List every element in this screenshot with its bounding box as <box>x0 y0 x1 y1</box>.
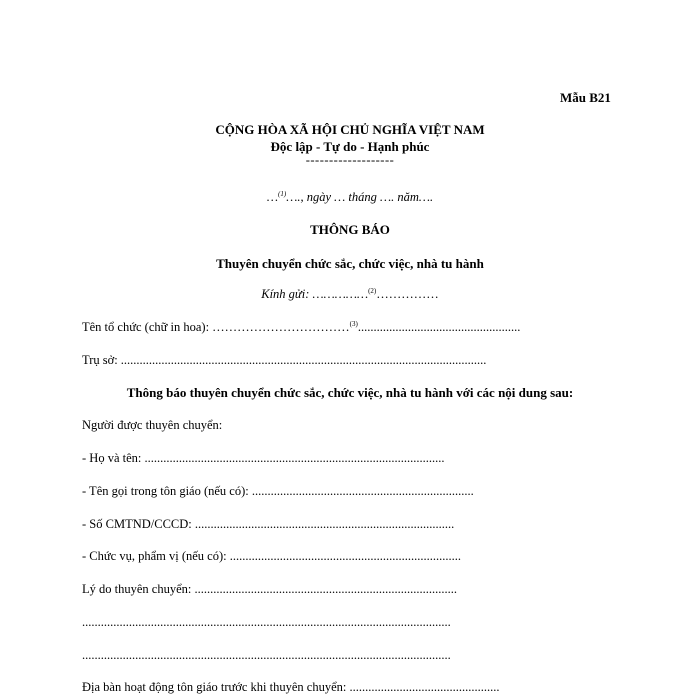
area-before-line: Địa bàn hoạt động tôn giáo trước khi thuyên chuyển: ................................................ <box>82 680 500 694</box>
place-date-before: … <box>266 190 279 204</box>
document-subtitle: Thuyên chuyển chức sắc, chức việc, nhà tu hành <box>216 256 484 271</box>
form-code: Mẫu B21 <box>560 90 611 105</box>
recipient-note-marker: (2) <box>368 287 377 295</box>
headquarters-line: Trụ sở: ..................................................................................................................... <box>82 353 487 367</box>
person-heading: Người được thuyên chuyển: <box>82 418 223 432</box>
reason-continuation-2: ...................................................................................................................... <box>82 648 451 662</box>
country-name: CỘNG HÒA XÃ HỘI CHỦ NGHĨA VIỆT NAM <box>215 122 485 137</box>
place-date-after: …., ngày … tháng …. năm…. <box>286 190 434 204</box>
org-note-marker: (3) <box>349 320 358 328</box>
org-name-trail: .................................................... <box>357 320 521 334</box>
header-rule: ------------------- <box>305 153 395 167</box>
religious-name-line: - Tên gọi trong tôn giáo (nếu có): ....................................................................... <box>82 484 474 498</box>
recipient-label: Kính gửi: …………… <box>261 287 369 301</box>
id-number-line: - Số CMTND/CCCD: ................................................................................... <box>82 517 455 531</box>
position-line: - Chức vụ, phẩm vị (nếu có): .......................................................................... <box>82 549 461 563</box>
national-motto: Độc lập - Tự do - Hạnh phúc <box>270 139 430 154</box>
org-name-line <box>82 320 520 335</box>
reason-continuation-1: ...................................................................................................................... <box>82 615 451 629</box>
recipient-line <box>0 287 700 302</box>
place-date-line <box>0 190 700 205</box>
org-name-label: Tên tổ chức (chữ in hoa): …………………………… <box>82 320 350 334</box>
reason-line: Lý do thuyên chuyển: .................................................................................... <box>82 582 457 596</box>
place-note-marker: (1) <box>278 190 287 198</box>
full-name-line: - Họ và tên: ................................................................................................ <box>82 451 445 465</box>
notice-intro: Thông báo thuyên chuyển chức sắc, chức việc, nhà tu hành với các nội dung sau: <box>126 385 574 400</box>
document-title: THÔNG BÁO <box>310 222 390 237</box>
recipient-trail: …………… <box>376 287 439 301</box>
